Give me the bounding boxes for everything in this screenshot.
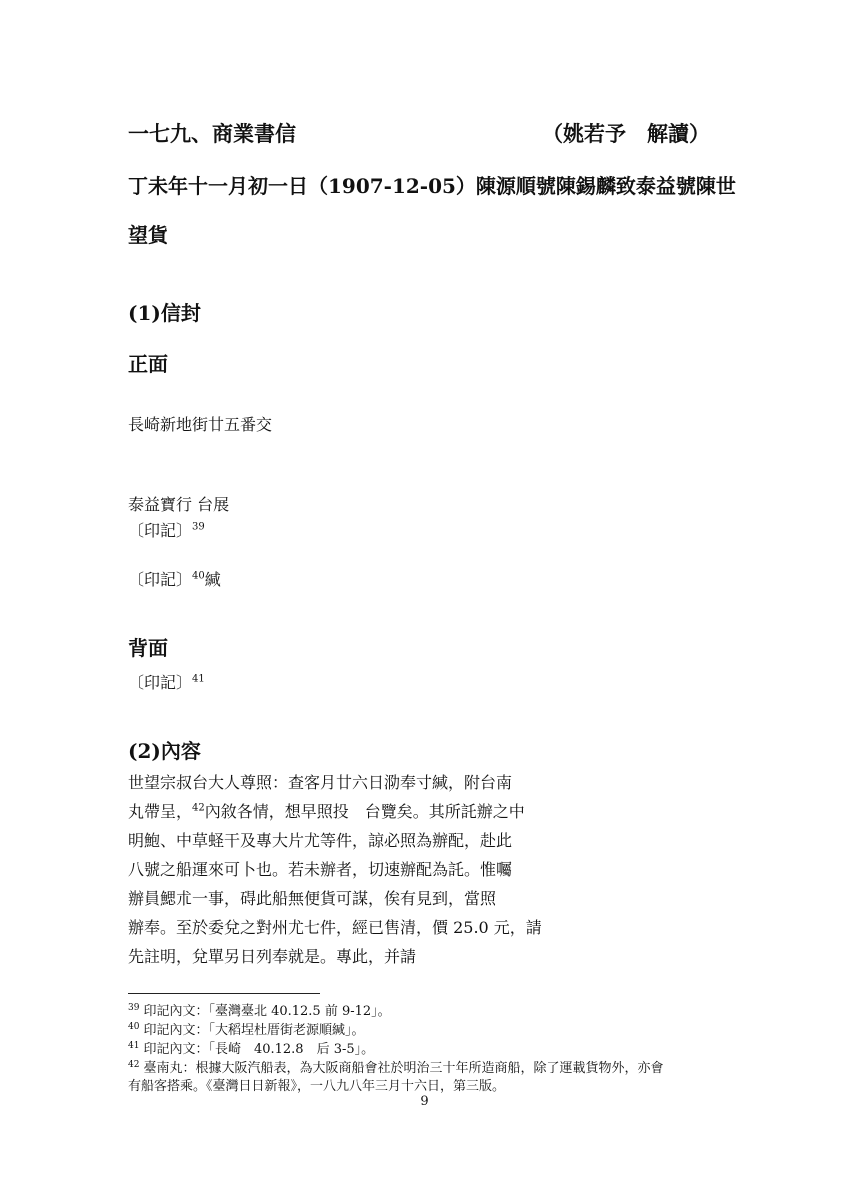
seal-label: 〔印記〕 [128, 521, 193, 540]
footnote-text: 有船客搭乘。《臺灣日日新報》，一八九八年三月十六日，第三版。 [128, 1079, 506, 1094]
envelope-seal-2 [128, 567, 221, 590]
letter-line: 世望宗叔台大人尊照：查客月廿六日泐奉寸緘，附台南 [128, 773, 513, 792]
letter-line: 八號之船運來可卜也。若未辦者，切速辦配為託。惟囑 [128, 860, 513, 879]
footnote-text: 印記內文：「大稻埕杜厝街老源順緘」。 [143, 1023, 365, 1038]
letter-body [128, 768, 542, 971]
document-subtitle-line2: 望貨 [128, 223, 168, 247]
envelope-heading: (1)信封 [128, 301, 201, 325]
footnote-text: 印記內文：「臺灣臺北 40.12.5 前 9-12」。 [143, 1004, 391, 1019]
document-title: 一七九、商業書信 [128, 121, 296, 146]
footnote-text: 臺南丸：根據大阪汽船表，為大阪商船會社於明治三十年所造商船，除了運載貨物外，亦會 [143, 1061, 664, 1076]
content-heading: (2)內容 [128, 739, 201, 763]
footnote-39 [128, 1003, 391, 1021]
seal-label: 〔印記〕 [128, 570, 193, 589]
footnote-40 [128, 1022, 364, 1040]
footnote-number: 40 [128, 1021, 140, 1032]
footnote-ref-41[interactable]: 41 [192, 673, 205, 685]
document-subtitle-line1: 丁未年十一月初一日（1907-12-05）陳源順號陳錫麟致泰益號陳世 [128, 174, 736, 198]
footnote-ref-39[interactable]: 39 [192, 521, 205, 533]
seal-label: 〔印記〕 [128, 673, 193, 692]
envelope-seal-1 [128, 518, 205, 541]
footnote-41 [128, 1041, 374, 1059]
letter-line: 辦員鰓朮一事，碍此船無便貨可謀，俟有見到，當照 [128, 889, 497, 908]
letter-line: 辦奉。至於委兌之對州尤七件，經已售清，價 25.0 元，請 [128, 918, 542, 937]
translator-credit: （姚若予 解讀） [542, 121, 710, 146]
footnote-text: 印記內文：「長崎 40.12.8 后 3-5」。 [143, 1042, 375, 1057]
footnote-number: 42 [128, 1059, 140, 1070]
footnote-number: 41 [128, 1040, 140, 1051]
seal-suffix: 緘 [204, 570, 221, 589]
letter-line-part: 丸帶呈， [128, 802, 193, 821]
letter-line: 明鮑、中草蛏干及專大片尤等件，諒必照為辦配，赴此 [128, 831, 513, 850]
front-heading: 正面 [128, 352, 168, 376]
page-number: 9 [420, 1094, 429, 1109]
envelope-seal-3 [128, 670, 205, 693]
footnote-divider [128, 993, 320, 994]
footnote-42 [128, 1060, 663, 1078]
letter-line: 先註明，兌單另日列奉就是。專此，并請 [128, 947, 417, 966]
footnote-ref-42[interactable]: 42 [192, 802, 205, 814]
back-heading: 背面 [128, 636, 168, 660]
footnote-ref-40[interactable]: 40 [192, 570, 205, 582]
letter-line-part: 內敘各情，想早照投 台覽矣。其所託辦之中 [204, 802, 525, 821]
envelope-address: 長崎新地街廿五番交 [128, 415, 273, 434]
footnote-number: 39 [128, 1002, 140, 1013]
envelope-recipient: 泰益寶行 台展 [128, 495, 230, 514]
letter-line [128, 797, 542, 826]
